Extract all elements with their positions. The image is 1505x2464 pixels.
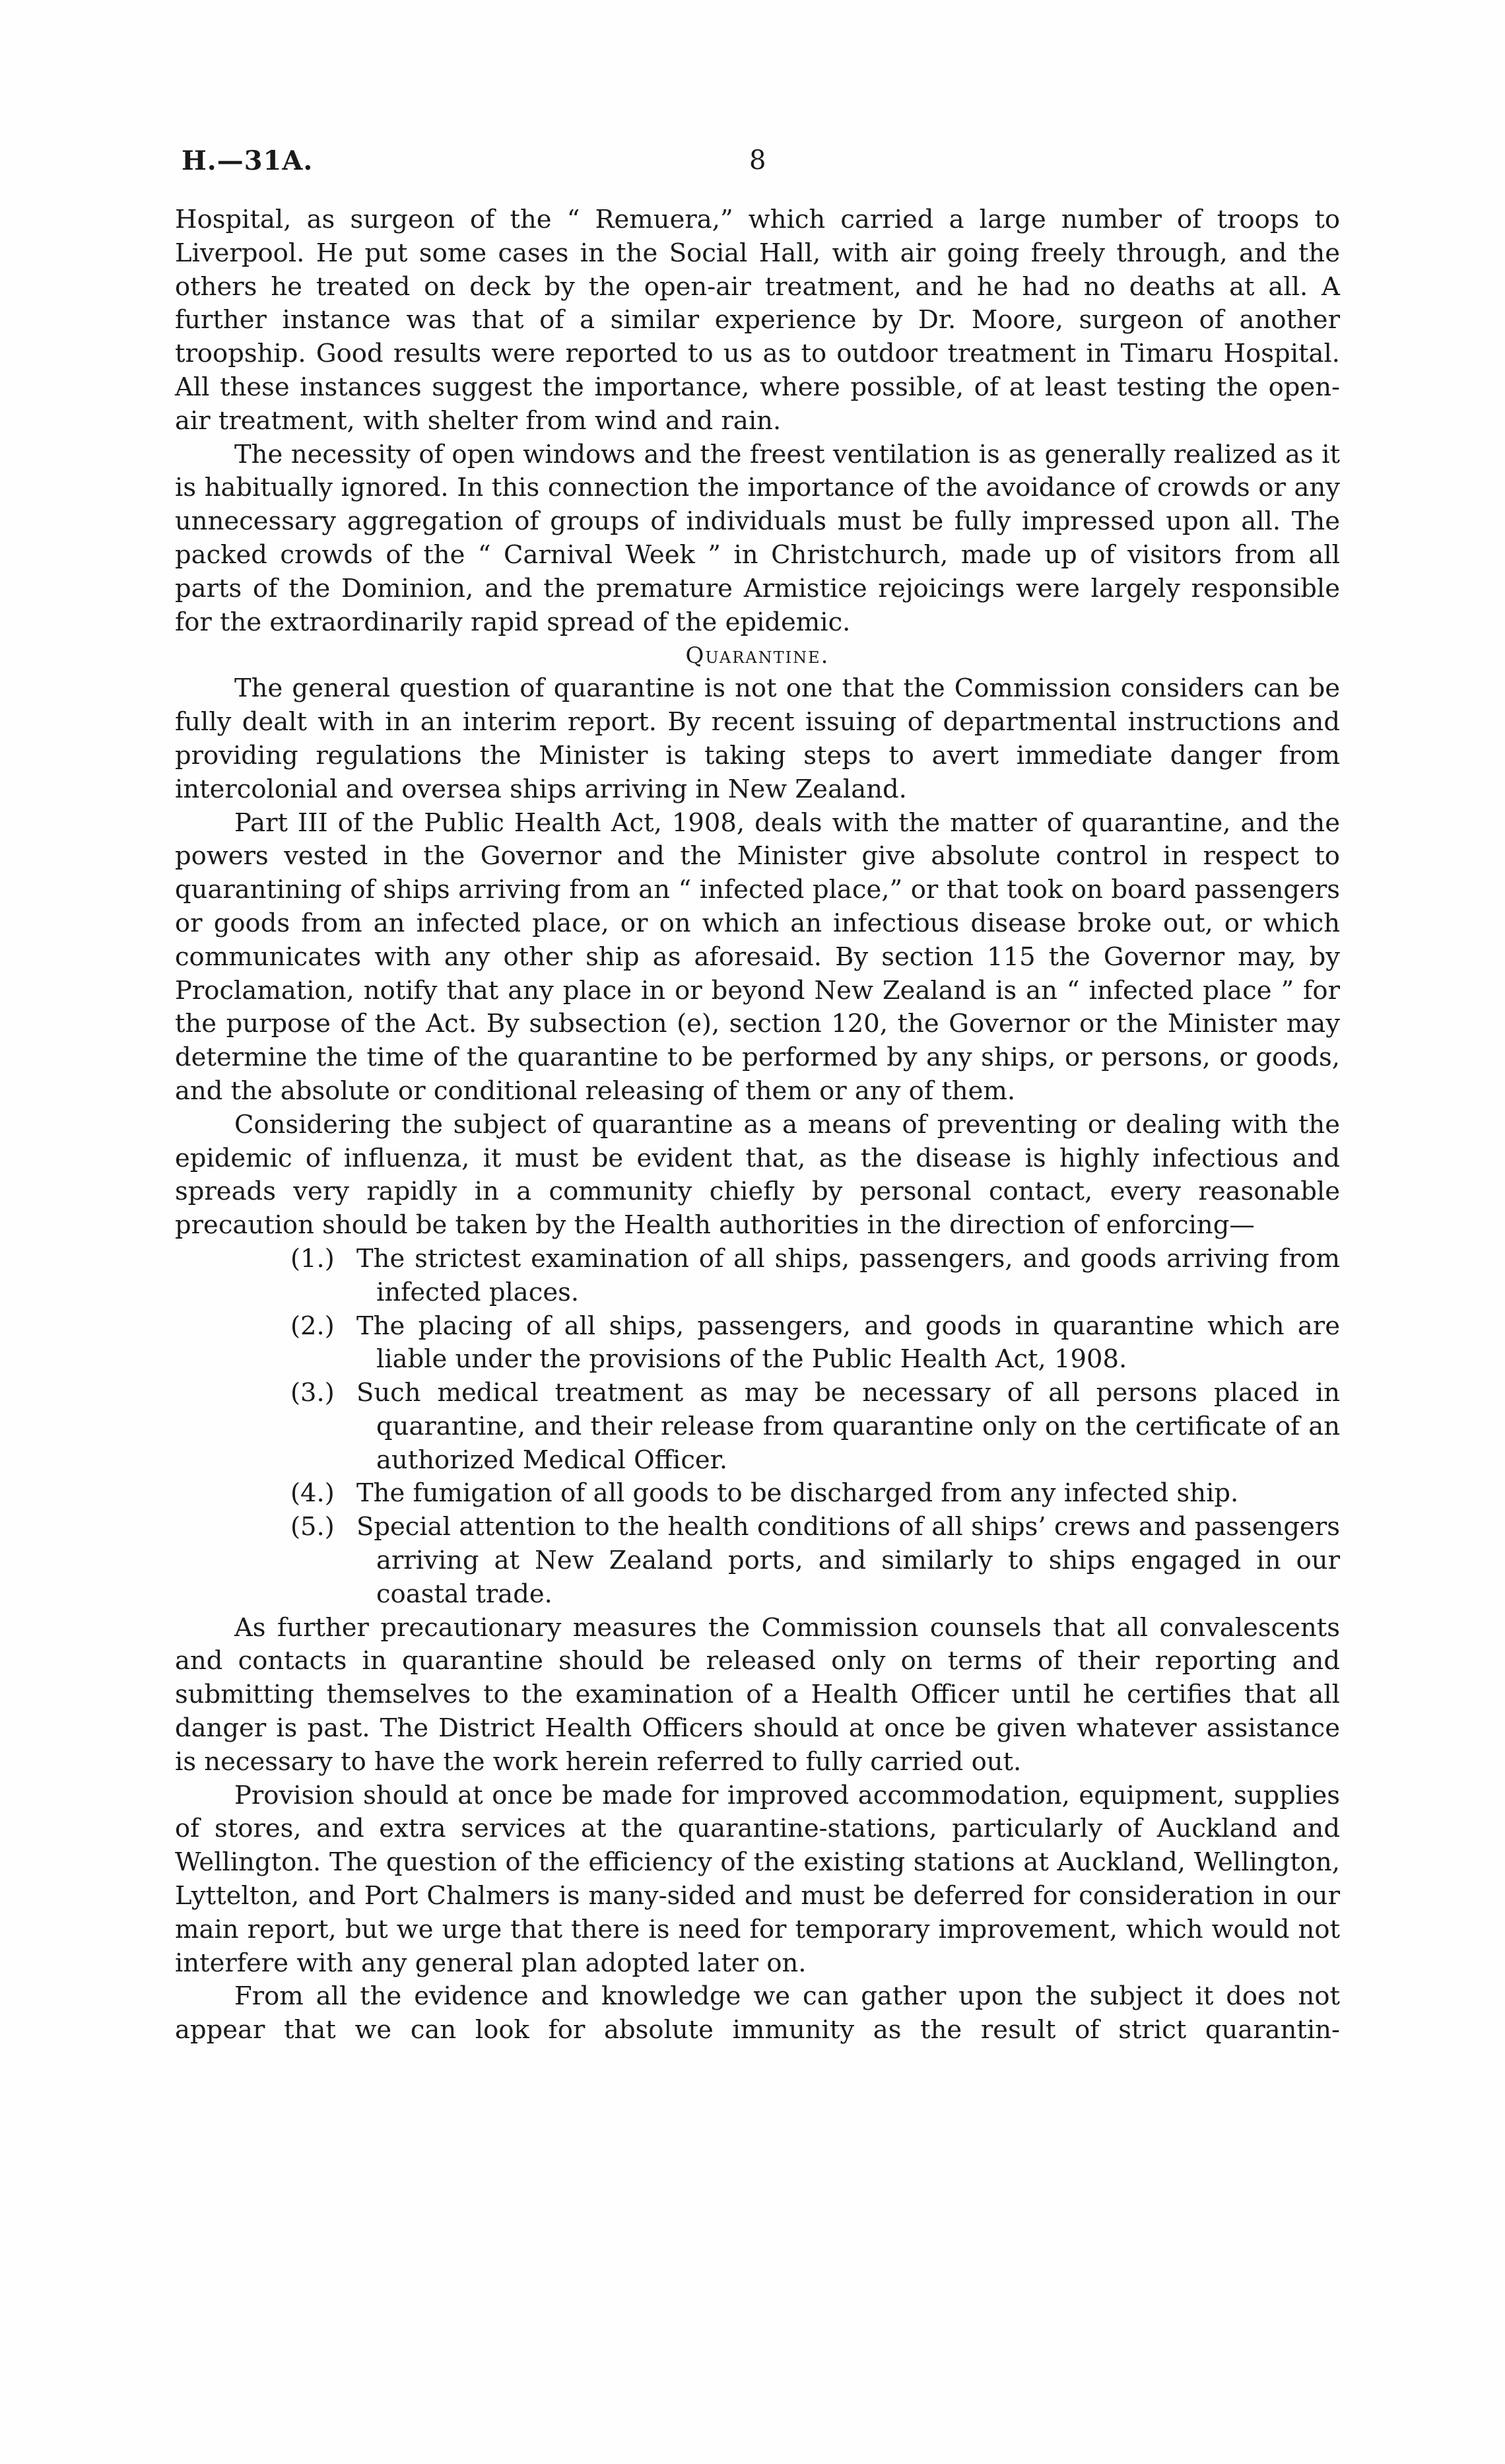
paragraph-considering: Considering the subject of quarantine as a means of preventing or dealing with the epidemic of influenza, it must be evident that, as the disease is highly infectious and spreads very rapidly in a community chiefly by personal contact, every reasonable precaution should be taken by the Health authorities in the direction of enforcing—	[175, 1109, 1340, 1241]
document-reference: H.—31A.	[182, 145, 314, 176]
document-body	[175, 203, 1340, 2047]
list-item-text: The fumigation of all goods to be discharged from any infected ship.	[356, 1478, 1239, 1509]
list-item-number: (4.)	[290, 1478, 335, 1509]
list-item-text: Special attention to the health conditions of all ships’ crews and passengers arriving at New Zealand ports, and similarly to ships engaged in our coastal trade.	[356, 1512, 1340, 1609]
list-item	[290, 1511, 1340, 1611]
page-header	[182, 145, 1337, 185]
paragraph-ventilation: The necessity of open windows and the freest ventilation is as generally realized as it is habitually ignored. In this connection the importance of the avoidance of crowds or any unnecessary aggregation of groups of individuals must be fully impressed upon all. The packed crowds of the “ Carnival Week ” in Christchurch, made up of visitors from all parts of the Dominion, and the premature Armistice rejoicings were largely responsible for the extraordinarily rapid spread of the epidemic.	[175, 439, 1340, 637]
list-item-number: (2.)	[290, 1311, 335, 1341]
list-item	[290, 1310, 1340, 1377]
list-item	[290, 1243, 1340, 1310]
page-number: 8	[749, 145, 766, 176]
list-item	[290, 1377, 1340, 1477]
paragraph-quarantine-general: The general question of quarantine is not one that the Commission considers can be fully dealt with in an interim report. By recent issuing of departmental instructions and providing regulations the Minister is taking steps to avert immediate danger from intercolonial and oversea ships arriving in New Zealand.	[175, 673, 1340, 804]
list-item	[290, 1477, 1340, 1511]
list-item-number: (5.)	[290, 1512, 335, 1542]
paragraph-public-health-act: Part III of the Public Health Act, 1908, deals with the matter of quarantine, and the powers vested in the Governor and the Minister give absolute control in respect to quarantining of ships arriving from an “ infected place,” or that took on board passengers or goods from an infected place, or on which an infectious disease broke out, or which communicates with any other ship as aforesaid. By section 115 the Governor may, by Proclamation, notify that any place in or beyond New Zealand is an “ infected place ” for the purpose of the Act. By subsection (e), section 120, the Governor or the Minister may determine the time of the quarantine to be performed by any ships, or persons, or goods, and the absolute or conditional releasing of them or any of them.	[175, 807, 1340, 1106]
list-item-number: (1.)	[290, 1243, 335, 1274]
list-item-text: The placing of all ships, passengers, and goods in quarantine which are liable under the provisions of the Public Health Act, 1908.	[356, 1311, 1340, 1375]
section-heading-quarantine: Quarantine.	[685, 642, 830, 669]
list-item-text: Such medical treatment as may be necessary of all persons placed in quarantine, and their release from quarantine only on the certificate of an authorized Medical Officer.	[356, 1378, 1340, 1475]
paragraph-precautionary: As further precautionary measures the Commission counsels that all convalescents and contacts in quarantine should be released only on terms of their reporting and submitting themselves to the examination of a Health Officer until he certifies that all danger is past. The District Health Officers should at once be given whatever assistance is necessary to have the work herein referred to fully carried out.	[175, 1612, 1340, 1777]
paragraph-continuation: Hospital, as surgeon of the “ Remuera,” which carried a large number of troops to Liverpool. He put some cases in the Social Hall, with air going freely through, and the others he treated on deck by the open-air treatment, and he had no deaths at all. A further instance was that of a similar experience by Dr. Moore, surgeon of another troopship. Good results were reported to us as to outdoor treatment in Timaru Hospital. All these instances suggest the importance, where possible, of at least testing the open-air treatment, with shelter from wind and rain.	[175, 205, 1340, 436]
paragraph-provision: Provision should at once be made for improved accommodation, equipment, supplies of stores, and extra services at the quarantine-stations, particularly of Auckland and Wellington. The question of the efficiency of the existing stations at Auckland, Wellington, Lyttelton, and Port Chalmers is many-sided and must be deferred for consideration in our main report, but we urge that there is need for temporary improvement, which would not interfere with any general plan adopted later on.	[175, 1780, 1340, 1978]
paragraph-evidence: From all the evidence and knowledge we can gather upon the subject it does not appear that we can look for absolute immunity as the result of strict quarantin-	[175, 1981, 1340, 2045]
list-item-number: (3.)	[290, 1378, 335, 1408]
list-item-text: The strictest examination of all ships, passengers, and goods arriving from infected places.	[356, 1243, 1340, 1307]
